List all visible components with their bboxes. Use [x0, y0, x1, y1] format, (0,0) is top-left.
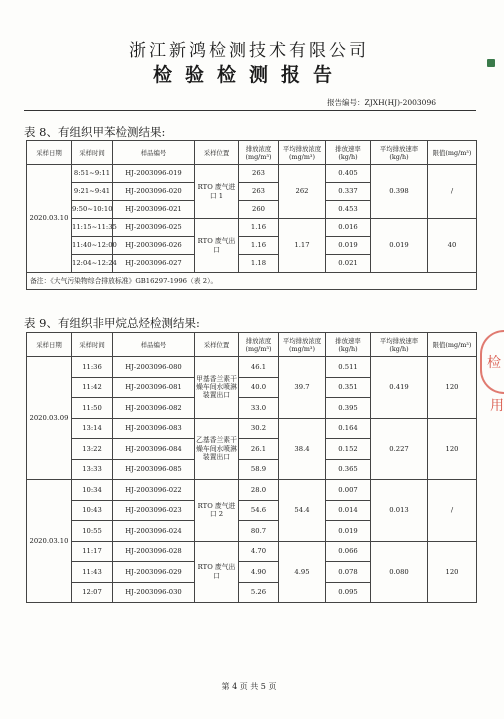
emission-rate: 0.405	[326, 165, 371, 183]
header-avg-emission-rate: 平均排放速率(kg/h)	[371, 333, 428, 357]
header-emission-rate: 排放速率(kg/h)	[326, 141, 371, 165]
limit-value: 120	[428, 357, 477, 419]
header-emission-rate: 排放速率(kg/h)	[326, 333, 371, 357]
avg-emission-rate: 0.398	[371, 165, 428, 219]
limit-value: 40	[428, 219, 477, 273]
avg-concentration: 38.4	[279, 418, 326, 480]
avg-emission-rate: 0.080	[371, 541, 428, 603]
emission-rate: 0.337	[326, 183, 371, 201]
sample-id: HJ-2003096-025	[113, 219, 195, 237]
sample-time: 9:50~10:10	[72, 201, 113, 219]
table-row	[27, 418, 477, 439]
table-header-row	[27, 141, 477, 165]
sample-id: HJ-2003096-023	[113, 500, 195, 521]
table-row	[27, 357, 477, 378]
avg-concentration: 39.7	[279, 357, 326, 419]
emission-rate: 0.511	[326, 357, 371, 378]
sample-id: HJ-2003096-081	[113, 377, 195, 398]
sample-date: 2020.03.10	[27, 165, 72, 273]
sample-time: 11:42	[72, 377, 113, 398]
sample-id: HJ-2003096-080	[113, 357, 195, 378]
sample-time: 11:36	[72, 357, 113, 378]
company-name: 浙江新鸿检测技术有限公司	[129, 41, 369, 61]
sample-id: HJ-2003096-084	[113, 439, 195, 460]
header-avg-concentration: 平均排放浓度(mg/m³)	[279, 333, 326, 357]
table-note-row	[27, 273, 477, 290]
sample-id: HJ-2003096-083	[113, 418, 195, 439]
limit-value: 120	[428, 541, 477, 603]
report-number: 报告编号：ZJXH(HJ)-2003096	[327, 98, 436, 107]
page-number: 第 4 页 共 5 页	[221, 682, 277, 691]
sample-time: 11:43	[72, 562, 113, 583]
sample-time: 10:43	[72, 500, 113, 521]
sample-location: RTO 废气进口 1	[195, 165, 239, 219]
sample-id: HJ-2003096-028	[113, 541, 195, 562]
sample-time: 9:21~9:41	[72, 183, 113, 201]
table8-caption: 表 8、有组织甲苯检测结果:	[24, 125, 166, 139]
table-row	[27, 219, 477, 237]
sample-time: 13:22	[72, 439, 113, 460]
sample-time: 10:34	[72, 480, 113, 501]
concentration: 260	[239, 201, 279, 219]
concentration: 4.90	[239, 562, 279, 583]
sample-date: 2020.03.10	[27, 480, 72, 603]
sample-time: 8:51~9:11	[72, 165, 113, 183]
concentration: 58.9	[239, 459, 279, 480]
avg-concentration: 1.17	[279, 219, 326, 273]
header-sample-location: 采样位置	[195, 333, 239, 357]
edge-marker	[487, 59, 495, 67]
header-limit: 限值(mg/m³)	[428, 333, 477, 357]
sample-time: 11:15~11:35	[72, 219, 113, 237]
emission-rate: 0.164	[326, 418, 371, 439]
sample-time: 11:40~12:00	[72, 237, 113, 255]
header-sample-id: 样品编号	[113, 141, 195, 165]
avg-emission-rate: 0.419	[371, 357, 428, 419]
header-sample-location: 采样位置	[195, 141, 239, 165]
concentration: 40.0	[239, 377, 279, 398]
sample-date: 2020.03.09	[27, 357, 72, 480]
concentration: 26.1	[239, 439, 279, 460]
sample-id: HJ-2003096-024	[113, 521, 195, 542]
emission-rate: 0.007	[326, 480, 371, 501]
table-row	[27, 165, 477, 183]
concentration: 46.1	[239, 357, 279, 378]
sample-id: HJ-2003096-021	[113, 201, 195, 219]
avg-concentration: 54.4	[279, 480, 326, 542]
emission-rate: 0.152	[326, 439, 371, 460]
sample-id: HJ-2003096-027	[113, 255, 195, 273]
avg-concentration: 4.95	[279, 541, 326, 603]
nmhc-results-table	[26, 332, 477, 603]
sample-time: 13:14	[72, 418, 113, 439]
limit-value: 120	[428, 418, 477, 480]
sample-time: 13:33	[72, 459, 113, 480]
concentration: 1.18	[239, 255, 279, 273]
header-sample-id: 样品编号	[113, 333, 195, 357]
concentration: 4.70	[239, 541, 279, 562]
sample-time: 12:07	[72, 582, 113, 603]
emission-rate: 0.019	[326, 237, 371, 255]
table-row	[27, 480, 477, 501]
emission-rate: 0.395	[326, 398, 371, 419]
stamp-char: 用	[490, 398, 504, 414]
sample-location: RTO 废气进口 2	[195, 480, 239, 542]
header-sample-date: 采样日期	[27, 333, 72, 357]
stamp-char: 检	[487, 355, 501, 371]
concentration: 1.16	[239, 219, 279, 237]
header-avg-emission-rate: 平均排放速率(kg/h)	[371, 141, 428, 165]
concentration: 28.0	[239, 480, 279, 501]
toluene-results-table	[26, 140, 477, 290]
limit-value: /	[428, 480, 477, 542]
sample-location: 乙基香兰素干燥车间水喷淋装置出口	[195, 418, 239, 480]
emission-rate: 0.066	[326, 541, 371, 562]
table-note: 备注：《大气污染物综合排放标准》GB16297-1996（表 2）。	[27, 273, 477, 290]
emission-rate: 0.078	[326, 562, 371, 583]
sample-time: 10:55	[72, 521, 113, 542]
header-avg-concentration: 平均排放浓度(mg/m³)	[279, 141, 326, 165]
sample-location: RTO 废气出口	[195, 219, 239, 273]
header-limit: 限值(mg/m³)	[428, 141, 477, 165]
table9-caption: 表 9、有组织非甲烷总烃检测结果:	[24, 316, 200, 330]
header-divider	[24, 110, 476, 111]
sample-id: HJ-2003096-026	[113, 237, 195, 255]
table-row	[27, 541, 477, 562]
table-header-row	[27, 333, 477, 357]
sample-time: 12:04~12:24	[72, 255, 113, 273]
emission-rate: 0.019	[326, 521, 371, 542]
concentration: 263	[239, 165, 279, 183]
emission-rate: 0.453	[326, 201, 371, 219]
emission-rate: 0.021	[326, 255, 371, 273]
emission-rate: 0.016	[326, 219, 371, 237]
emission-rate: 0.014	[326, 500, 371, 521]
sample-time: 11:17	[72, 541, 113, 562]
header-sample-date: 采样日期	[27, 141, 72, 165]
report-title: 检验检测报告	[152, 64, 345, 86]
sample-id: HJ-2003096-082	[113, 398, 195, 419]
concentration: 30.2	[239, 418, 279, 439]
sample-id: HJ-2003096-030	[113, 582, 195, 603]
sample-id: HJ-2003096-085	[113, 459, 195, 480]
concentration: 33.0	[239, 398, 279, 419]
concentration: 5.26	[239, 582, 279, 603]
emission-rate: 0.351	[326, 377, 371, 398]
sample-id: HJ-2003096-029	[113, 562, 195, 583]
emission-rate: 0.365	[326, 459, 371, 480]
sample-id: HJ-2003096-019	[113, 165, 195, 183]
header-sample-time: 采样时间	[72, 333, 113, 357]
concentration: 54.6	[239, 500, 279, 521]
red-stamp-fragment	[482, 385, 504, 425]
limit-value: /	[428, 165, 477, 219]
avg-emission-rate: 0.227	[371, 418, 428, 480]
header-sample-time: 采样时间	[72, 141, 113, 165]
sample-location: RTO 废气出口	[195, 541, 239, 603]
sample-id: HJ-2003096-020	[113, 183, 195, 201]
avg-concentration: 262	[279, 165, 326, 219]
header-concentration: 排放浓度(mg/m³)	[239, 333, 279, 357]
emission-rate: 0.095	[326, 582, 371, 603]
concentration: 1.16	[239, 237, 279, 255]
concentration: 263	[239, 183, 279, 201]
sample-time: 11:50	[72, 398, 113, 419]
avg-emission-rate: 0.013	[371, 480, 428, 542]
concentration: 80.7	[239, 521, 279, 542]
header-concentration: 排放浓度(mg/m³)	[239, 141, 279, 165]
sample-location: 甲基香兰素干燥车间水喷淋装置出口	[195, 357, 239, 419]
avg-emission-rate: 0.019	[371, 219, 428, 273]
sample-id: HJ-2003096-022	[113, 480, 195, 501]
